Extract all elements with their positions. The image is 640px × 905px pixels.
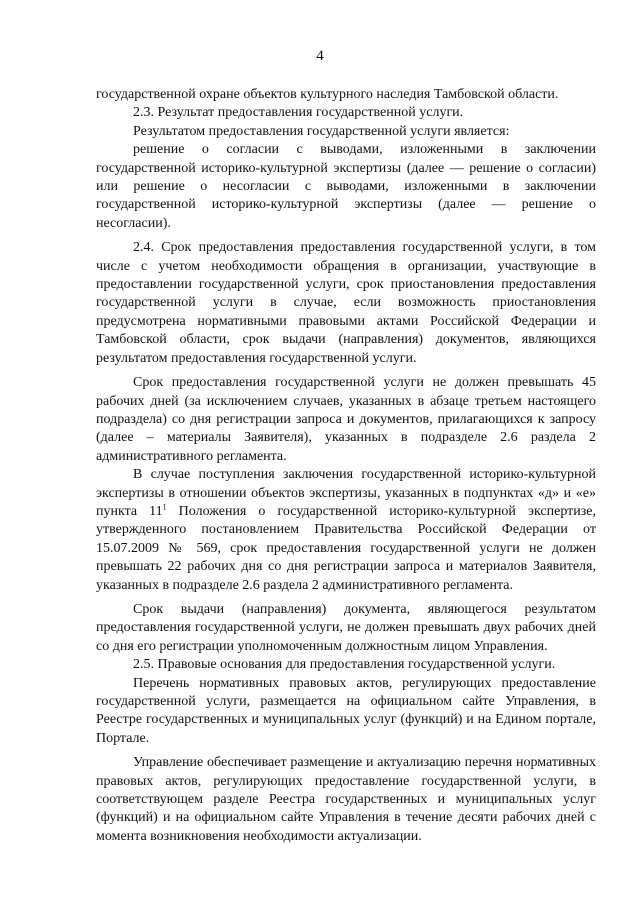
paragraph-legal-acts-list: Перечень нормативных правовых актов, регулирующих предоставление государственной услуги, размещается на официальном сайте Управления, в Реестре государственных и муниципальных услуг (функций) и на Едином портале, Портале. xyxy=(96,675,596,746)
page-number: 4 xyxy=(316,48,324,64)
paragraph-term-22-days-end: Положения о государственной историко-культурной экспертизе, утвержденного постановлением Правительства Российской Федерации от 15.07.2009 № 569, срок предоставления государственной услуги не должен превышать 22 рабочих дня со дня регистрации запроса и материалов Заявителя, указанных в подразделе 2.6 раздела 2 административного регламента. xyxy=(96,503,596,593)
heading-2-5: 2.5. Правовые основания для предоставления государственной услуги. xyxy=(133,657,556,673)
document-body xyxy=(96,86,596,846)
heading-2-3: 2.3. Результат предоставления государственной услуги. xyxy=(133,105,464,121)
paragraph-term-22-days-start: В случае поступления заключения государственной историко-культурной экспертизы в отношении объектов экспертизы, указанных в подпунктах «д» и «е» пункта 11 xyxy=(96,467,596,519)
paragraph-result-decision: решение о согласии с выводами, изложенными в заключении государственной историко-культурной экспертизы (далее — решение о согласии) или решение о несогласии с выводами, изложенными в заключении государственной историко-культурной экспертизы (далее — решение о несогласии). xyxy=(96,142,596,231)
paragraph-continuation: государственной охране объектов культурного наследия Тамбовской области. xyxy=(96,87,559,102)
footnote-marker: 1 xyxy=(162,502,167,512)
paragraph-result-intro: Результатом предоставления государственной услуги является: xyxy=(133,123,510,139)
paragraph-term-45-days: Срок предоставления государственной услуги не должен превышать 45 рабочих дней (за исключением случаев, указанных в абзаце третьем настоящего подраздела) со дня регистрации запроса и документов, прилагающихся к запросу (далее – материалы Заявителя), указанных в подразделе 2.6 раздела 2 административного регламента. xyxy=(96,375,596,464)
paragraph-issue-term: Срок выдачи (направления) документа, являющегося результатом предоставления государственной услуги, не должен превышать двух рабочих дней со дня его регистрации уполномоченным должностным лицом Управления. xyxy=(96,601,596,654)
heading-2-4: 2.4. Срок предоставления предоставления государственной услуги, в том числе с учетом необходимости обращения в организации, участвующие в предоставлении государственной услуги, срок приостановления предоставления государственной услуги в случае, если возможность приостановления предусмотрена нормативными правовыми актами Российской Федерации и Тамбовской области, срок выдачи (направления) документов, являющихся результатом предоставления государственной услуги. xyxy=(96,240,596,366)
paragraph-legal-acts-update: Управление обеспечивает размещение и актуализацию перечня нормативных правовых актов, регулирующих предоставление государственной услуги, в соответствующем разделе Реестра государственных и муниципальных услуг (функций) и на официальном сайте Управления в течение десяти рабочих дней с момента возникновения необходимости актуализации. xyxy=(96,755,596,844)
paragraph-term-22-days xyxy=(96,466,596,595)
